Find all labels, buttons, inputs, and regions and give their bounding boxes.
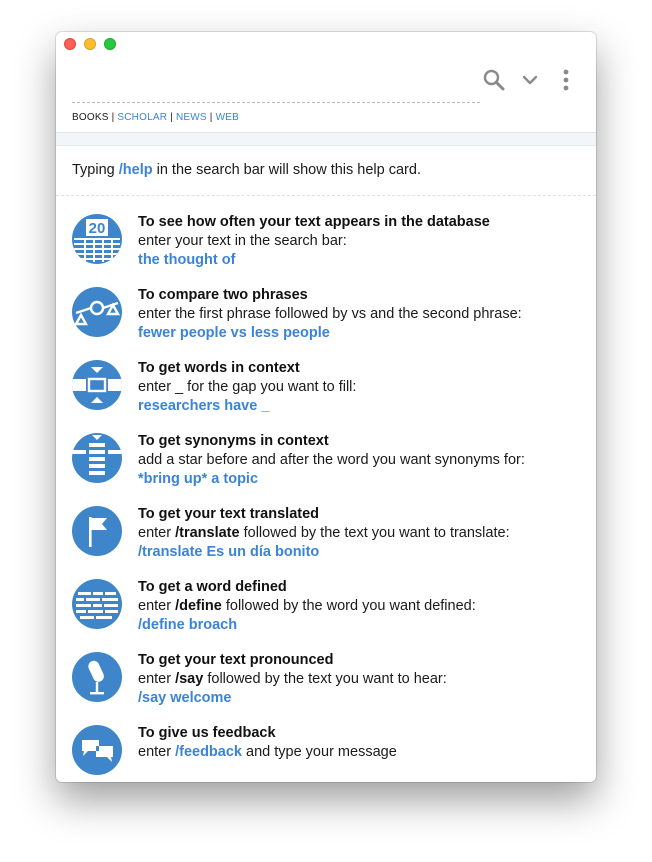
help-item-description [138,524,510,543]
help-item-title: To see how often your text appears in the database [138,214,490,230]
help-item-title: To give us feedback [138,725,276,741]
scales-compare-icon [72,287,122,337]
microphone-say-icon [72,652,122,702]
description-text: and type your message [242,744,397,760]
help-item-example[interactable]: fewer people vs less people [138,325,330,341]
help-item-feedback [72,724,582,782]
help-item-example[interactable]: *bring up* a topic [138,471,259,487]
help-item-context [72,359,582,419]
description-text: enter [138,671,176,687]
help-item-synonyms [72,432,582,492]
tab-separator: | [111,112,115,123]
help-item-description [138,597,476,616]
help-command[interactable]: /help [118,162,153,178]
divider [56,195,596,196]
toolbar [482,68,578,92]
help-item-title: To get a word defined [138,579,287,595]
zoom-window-button[interactable] [104,38,116,50]
tab-scholar[interactable]: SCHOLAR [117,112,168,123]
section-divider [56,132,596,146]
description-text: followed by the text you want to hear: [203,671,447,687]
help-item-description: enter _ for the gap you want to fill: [138,379,357,395]
help-item-compare [72,286,582,346]
icon-number: 20 [88,220,106,237]
close-window-button[interactable] [64,38,76,50]
help-item-description: add a star before and after the word you want synonyms for: [138,452,525,468]
tab-books[interactable]: BOOKS [72,112,109,123]
description-text: enter [138,525,176,541]
search-input[interactable] [72,102,480,103]
command-keyword: /translate [175,525,240,541]
help-item-title: To get synonyms in context [138,433,329,449]
dictionary-define-icon [72,579,122,629]
flag-translate-icon [72,506,122,556]
help-item-translate [72,505,582,565]
window-controls [64,38,116,50]
help-item-description: enter the first phrase followed by vs and the second phrase: [138,306,522,322]
help-item-example[interactable]: /define broach [138,617,238,633]
intro-text: in the search bar will show this help card. [152,162,421,178]
chat-feedback-icon [72,725,122,775]
tab-separator: | [170,112,173,123]
help-item-title: To get your text translated [138,506,320,522]
minimize-window-button[interactable] [84,38,96,50]
help-item-description: enter your text in the search bar: [138,233,347,249]
description-text: followed by the word you want defined: [221,598,476,614]
help-item-description [138,743,397,762]
chevron-down-icon[interactable] [518,68,542,92]
corpus-tabs [72,112,239,123]
help-item-say [72,651,582,711]
search-icon[interactable] [482,68,506,92]
tab-separator: | [209,112,213,123]
help-item-title: To get words in context [138,360,300,376]
command-keyword: /define [175,598,222,614]
description-text: followed by the text you want to translate: [239,525,510,541]
description-text: enter [138,598,176,614]
help-item-title: To compare two phrases [138,287,308,303]
feedback-command-link[interactable]: /feedback [175,744,242,760]
help-item-frequency [72,213,582,273]
tab-web[interactable]: WEB [215,112,239,123]
more-options-icon[interactable] [554,68,578,92]
tab-news[interactable]: NEWS [175,112,207,123]
synonyms-stack-icon [72,433,122,483]
help-item-example[interactable]: the thought of [138,252,236,268]
help-item-example[interactable]: /say welcome [138,690,232,706]
gap-context-icon [72,360,122,410]
app-window [56,32,596,782]
help-item-example[interactable]: researchers have _ [138,398,270,414]
database-frequency-icon [72,214,122,264]
help-item-title: To get your text pronounced [138,652,334,668]
help-item-example[interactable]: /translate Es un día bonito [138,544,320,560]
command-keyword: /say [175,671,204,687]
intro-text: Typing [72,162,119,178]
help-item-description [138,670,447,689]
description-text: enter [138,744,176,760]
help-item-define [72,578,582,638]
help-intro [72,162,421,178]
